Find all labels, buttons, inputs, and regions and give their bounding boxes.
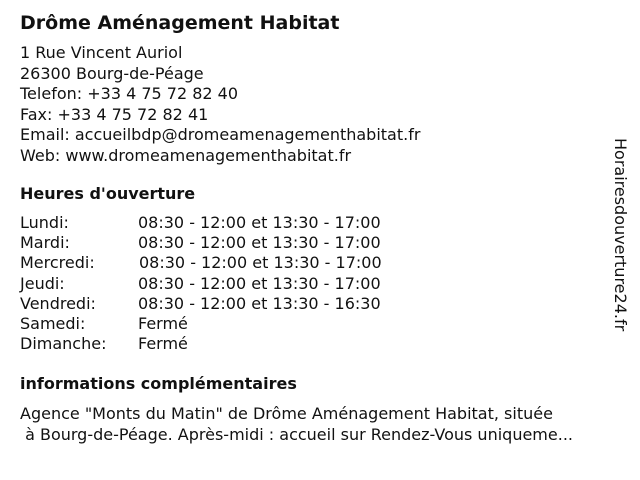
additional-info-heading: informations complémentaires: [20, 374, 297, 393]
day-label: Mercredi:: [20, 253, 95, 273]
time-range: Fermé: [138, 334, 188, 354]
site-watermark: Horairesdouverture24.fr: [611, 138, 630, 332]
hours-row-wednesday: [20, 253, 440, 273]
hours-row-monday: [20, 213, 440, 233]
time-range: Fermé: [138, 313, 188, 333]
website-address: Web: www.dromeamenagementhabitat.fr: [20, 145, 352, 165]
address-street: 1 Rue Vincent Auriol: [20, 43, 183, 62]
time-range: 08:30 - 12:00 et 13:30 - 17:00: [138, 273, 381, 293]
day-label: Jeudi:: [20, 273, 65, 293]
day-label: Samedi:: [20, 313, 86, 333]
day-label: Vendredi:: [20, 293, 96, 313]
address-city: 26300 Bourg-de-Péage: [20, 63, 204, 83]
fax-number: Fax: +33 4 75 72 82 41: [20, 104, 209, 124]
hours-row-thursday: [20, 274, 440, 294]
day-label: Mardi:: [20, 233, 70, 253]
time-range: 08:30 - 12:00 et 13:30 - 17:00: [139, 253, 382, 273]
info-line: Agence "Monts du Matin" de Drôme Aménagement Habitat, située: [20, 404, 553, 423]
opening-hours-heading: Heures d'ouverture: [20, 184, 196, 203]
time-range: 08:30 - 12:00 et 13:30 - 16:30: [138, 293, 381, 313]
opening-hours-table: [20, 213, 440, 354]
phone-number: Telefon: +33 4 75 72 82 40: [20, 84, 239, 103]
time-range: 08:30 - 12:00 et 13:30 - 17:00: [138, 213, 381, 232]
business-name: Drôme Aménagement Habitat: [20, 12, 340, 34]
info-line: à Bourg-de-Péage. Après-midi : accueil sur Rendez-Vous uniqueme...: [20, 425, 573, 444]
contact-block: [20, 43, 420, 166]
hours-row-tuesday: [20, 233, 440, 253]
time-range: 08:30 - 12:00 et 13:30 - 17:00: [138, 233, 381, 253]
email-address: Email: accueilbdp@dromeamenagementhabitat.fr: [20, 125, 421, 144]
hours-row-sunday: [20, 334, 440, 354]
hours-row-saturday: [20, 314, 440, 334]
day-label: Lundi:: [20, 213, 69, 232]
hours-row-friday: [20, 294, 440, 314]
day-label: Dimanche:: [20, 334, 107, 354]
additional-info-text: [20, 403, 632, 445]
